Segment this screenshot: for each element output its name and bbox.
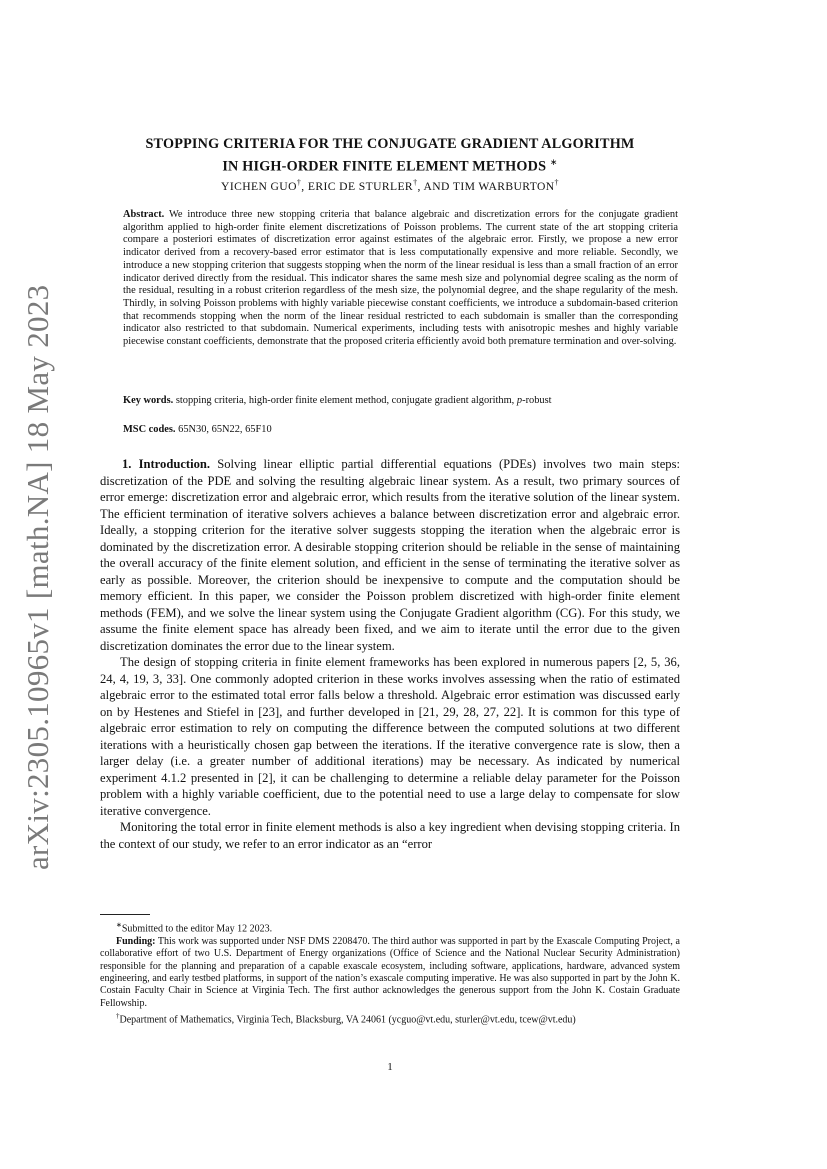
section-heading: 1. Introduction. [122,457,211,471]
footnote-rule [100,914,150,915]
keywords-suffix: -robust [522,395,552,406]
title-line-1: STOPPING CRITERIA FOR THE CONJUGATE GRADIENT ALGORITHM [145,136,635,152]
page-number: 1 [387,1061,393,1073]
paragraph: Monitoring the total error in finite element methods is also a key ingredient when devising stopping criteria. In the context of our study, we refer to an error indicator as an “error [100,820,680,851]
funding-text: This work was supported under NSF DMS 2208470. The third author was supported in part by the Exascale Computing Project, a collaborative effort of two U.S. Department of Energy organizations (Office of Science and the National Nuclear Security Administration) responsible for the planning and preparation of a capable exascale ecosystem, including software, applications, hardware, advanced system engineering, and early testbed platforms, in support of the nation’s exascale computing imperative. He was also supported in part by the John K. Costain Faculty Chair in Science at Virginia Tech. The first author acknowledges the generous support from the John K. Costain Graduate Fellowship. [100,935,680,1009]
paragraph: The design of stopping criteria in finite element frameworks has been explored in numerous papers [2, 5, 36, 24, 4, 19, 3, 33]. One commonly adopted criterion in these works involves assessing when the ratio of estimated algebraic error to the estimated total error falls below a threshold. Algebraic error estimation was discussed early on by Hestenes and Stiefel in [23], and further developed in [21, 29, 28, 27, 22]. It is common for this type of algebraic error estimation to rely on computing the difference between the computed solutions at two different iterations with a heuristically chosen gap between the iterations. If the iterative convergence rate is slow, then a larger delay (i.e. a greater number of additional iterations) may be necessary. As indicated by numerical experiment 4.1.2 presented in [2], it can be challenging to determine a reliable delay parameter for the Poisson problem with a highly variable coefficient, due to the potential need to use a large delay to compensate for slow iterative convergence. [100,655,680,818]
author-1-mark: † [296,178,302,187]
footnote-text: Submitted to the editor May 12 2023. [121,923,273,935]
title-line-2: IN HIGH-ORDER FINITE ELEMENT METHODS [222,158,547,175]
keywords-text: stopping criteria, high-order finite element method, conjugate gradient algorithm, [175,395,515,406]
funding-label: Funding: [116,935,156,947]
author-separator: , [301,179,308,193]
keywords [123,395,678,406]
abstract-label: Abstract. [123,209,165,220]
introduction-section [100,456,680,852]
abstract [123,209,678,349]
keywords-label: Key words. [123,395,174,406]
paper-title [100,135,680,176]
author-list [100,178,680,193]
abstract-text: We introduce three new stopping criteria that balance algebraic and discretization errors for the conjugate gradient algorithm applied to high-order finite element discretizations of Poisson problems. The current state of the art stopping criteria compare a posteriori estimates of discretization error against estimates of the algebraic error. Firstly, we propose a new error indicator derived from a recovery-based error estimator that is less computationally expensive and more reliable. Secondly, we introduce a new stopping criterion that suggests stopping when the norm of the linear residual is less than a small fraction of an error indicator derived directly from the residual. This indicator shares the same mesh size and polynomial degree scaling as the norm of the residual, resulting in a robust criterion regardless of the mesh size, the polynomial degree, and the shape regularity of the mesh. Thirdly, in solving Poisson problems with highly variable piecewise constant coefficients, we introduce a subdomain-based criterion that recommends stopping when the norm of the linear residual restricted to each subdomain is smaller than the corresponding indicator also restricted to that subdomain. Numerical experiments, including tests with anisotropic meshes and highly variable piecewise constant coefficients, demonstrate that the proposed criteria efficiently avoid both premature termination and over-solving. [123,209,678,348]
footnotes [100,919,680,1027]
msc-text: 65N30, 65N22, 65F10 [178,424,272,435]
footnote-mark: † [116,1012,120,1021]
author-2-mark: † [413,178,418,187]
keywords-italic-p: p [516,395,523,406]
footnote-mark: ∗ [116,921,122,929]
author-3: TIM WARBURTON [452,179,555,193]
affiliation-text: Department of Mathematics, Virginia Tech, Blacksburg, VA 24061 (ycguo@vt.edu, sturler@vt.edu, tcew@vt.edu) [119,1014,576,1026]
paragraph-text: Solving linear elliptic partial differential equations (PDEs) involves two main steps: discretization of the PDE and solving the resulting algebraic linear system. As a result, two primary sources of error emerge: discretization error and algebraic error, which results from the iterative solution of the linear system. The efficient termination of iterative solvers achieves a balance between discretization error and algebraic error. Ideally, a stopping criterion for the iterative solver suggests stopping the iteration when the algebraic error is dominated by the discretization error. A desirable stopping criterion should be reliable in the sense of maintaining the overall accuracy of the finite element solution, and efficient in the sense of terminating the iterative solver as early as possible. Moreover, the criterion should be inexpensive to compute and the computation should be memory efficient. In this paper, we consider the Poisson problem discretized with high-order finite element methods (FEM), and we solve the linear system using the Conjugate Gradient algorithm (CG). For this study, we assume the finite element space has already been fixed, and we aim to iterate until the error due to the given discretization dominates the error due to the linear system. [100,457,680,653]
footnote-funding [100,936,680,1010]
footnote-submitted [100,919,680,936]
paragraph [100,456,680,654]
author-3-mark: † [554,178,559,187]
author-separator: , AND [417,179,453,193]
arxiv-identifier: arXiv:2305.10965v1 [math.NA] 18 May 2023 [20,284,55,870]
author-2: ERIC DE STURLER [307,179,414,193]
footnote-affiliation [100,1010,680,1027]
title-footnote-mark: ∗ [549,157,558,167]
author-1: YICHEN GUO [221,179,297,193]
msc-codes [123,424,678,435]
msc-label: MSC codes. [123,424,176,435]
